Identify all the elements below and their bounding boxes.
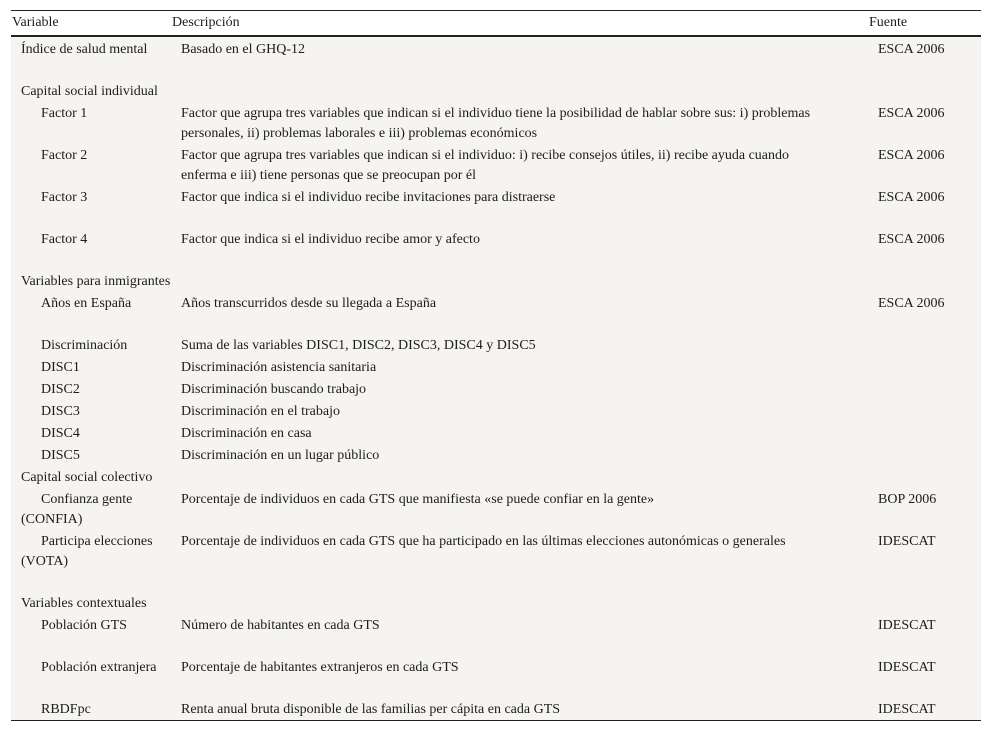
cell-descripcion: Número de habitantes en cada GTS — [181, 618, 380, 633]
cell-variable: DISC2 — [41, 382, 80, 397]
cell-variable: RBDFpc — [41, 702, 91, 717]
cell-variable: DISC4 — [41, 426, 80, 441]
table-row — [11, 400, 981, 422]
cell-variable: Población extranjera — [41, 660, 157, 675]
section-row — [11, 466, 981, 488]
table-header — [11, 10, 981, 37]
table-body — [11, 37, 981, 721]
cell-variable: Confianza gente (CONFIA) — [21, 492, 133, 527]
table-row — [11, 530, 981, 592]
cell-descripcion: Factor que agrupa tres variables que indican si el individuo: i) recibe consejos útiles, ii) recibe ayuda cuando enferma e iii) tiene personas que se preocupan por él — [181, 148, 790, 183]
cell-variable: Discriminación — [41, 338, 128, 353]
table-row — [11, 334, 981, 356]
cell-descripcion: Discriminación en casa — [181, 426, 312, 441]
header-fuente: Fuente — [869, 15, 908, 30]
cell-variable: DISC1 — [41, 360, 80, 375]
table-row — [11, 422, 981, 444]
cell-fuente: ESCA 2006 — [878, 190, 945, 205]
section-label: Capital social individual — [21, 84, 158, 99]
section-label: Variables contextuales — [21, 596, 147, 611]
cell-fuente: ESCA 2006 — [878, 296, 945, 311]
section-label: Variables para inmigrantes — [21, 274, 171, 289]
cell-descripcion: Porcentaje de habitantes extranjeros en cada GTS — [181, 660, 459, 675]
cell-fuente: ESCA 2006 — [878, 42, 945, 57]
section-row — [11, 270, 981, 292]
cell-fuente: ESCA 2006 — [878, 232, 945, 247]
table-row — [11, 102, 981, 144]
section-label: Capital social colectivo — [21, 470, 153, 485]
table-row — [11, 488, 981, 530]
cell-variable: Factor 1 — [41, 106, 88, 121]
cell-fuente: IDESCAT — [878, 534, 936, 549]
table-row — [11, 186, 981, 228]
cell-descripcion: Años transcurridos desde su llegada a España — [181, 296, 437, 311]
cell-descripcion: Factor que indica si el individuo recibe invitaciones para distraerse — [181, 190, 556, 205]
table-row — [11, 292, 981, 334]
table-row — [11, 698, 981, 720]
cell-descripcion: Factor que indica si el individuo recibe amor y afecto — [181, 232, 480, 247]
cell-fuente: IDESCAT — [878, 618, 936, 633]
table-row — [11, 656, 981, 698]
table-row — [11, 356, 981, 378]
cell-variable: Factor 3 — [41, 190, 88, 205]
cell-descripcion: Discriminación buscando trabajo — [181, 382, 367, 397]
cell-variable: DISC5 — [41, 448, 80, 463]
cell-descripcion: Porcentaje de individuos en cada GTS que manifiesta «se puede confiar en la gente» — [181, 492, 655, 507]
cell-descripcion: Discriminación en un lugar público — [181, 448, 380, 463]
cell-fuente: IDESCAT — [878, 660, 936, 675]
cell-fuente: IDESCAT — [878, 702, 936, 717]
table-row — [11, 378, 981, 400]
cell-variable: Factor 4 — [41, 232, 88, 247]
cell-descripcion: Porcentaje de individuos en cada GTS que ha participado en las últimas elecciones autonómicas o generales — [181, 534, 786, 549]
section-row — [11, 80, 981, 102]
cell-variable: Años en España — [41, 296, 132, 311]
table-row — [11, 144, 981, 186]
section-row — [11, 592, 981, 614]
table-row — [11, 614, 981, 656]
cell-variable: Población GTS — [41, 618, 127, 633]
header-variable: Variable — [12, 15, 59, 30]
cell-fuente: ESCA 2006 — [878, 148, 945, 163]
cell-variable: Índice de salud mental — [21, 42, 148, 57]
table-row — [11, 228, 981, 270]
header-descripcion: Descripción — [172, 15, 240, 30]
table-row — [11, 38, 981, 80]
cell-descripcion: Basado en el GHQ-12 — [181, 42, 306, 57]
table-row — [11, 444, 981, 466]
cell-descripcion: Discriminación asistencia sanitaria — [181, 360, 377, 375]
cell-fuente: ESCA 2006 — [878, 106, 945, 121]
cell-descripcion: Discriminación en el trabajo — [181, 404, 340, 419]
cell-descripcion: Factor que agrupa tres variables que indican si el individuo tiene la posibilidad de hablar sobre sus: i) problemas personales, ii) problemas laborales e iii) problemas económicos — [181, 106, 811, 141]
variables-table — [11, 10, 981, 721]
cell-variable: Factor 2 — [41, 148, 88, 163]
cell-variable: Participa elecciones (VOTA) — [21, 534, 153, 569]
cell-descripcion: Suma de las variables DISC1, DISC2, DISC3, DISC4 y DISC5 — [181, 338, 536, 353]
cell-descripcion: Renta anual bruta disponible de las familias per cápita en cada GTS — [181, 702, 561, 717]
cell-variable: DISC3 — [41, 404, 80, 419]
cell-fuente: BOP 2006 — [878, 492, 937, 507]
